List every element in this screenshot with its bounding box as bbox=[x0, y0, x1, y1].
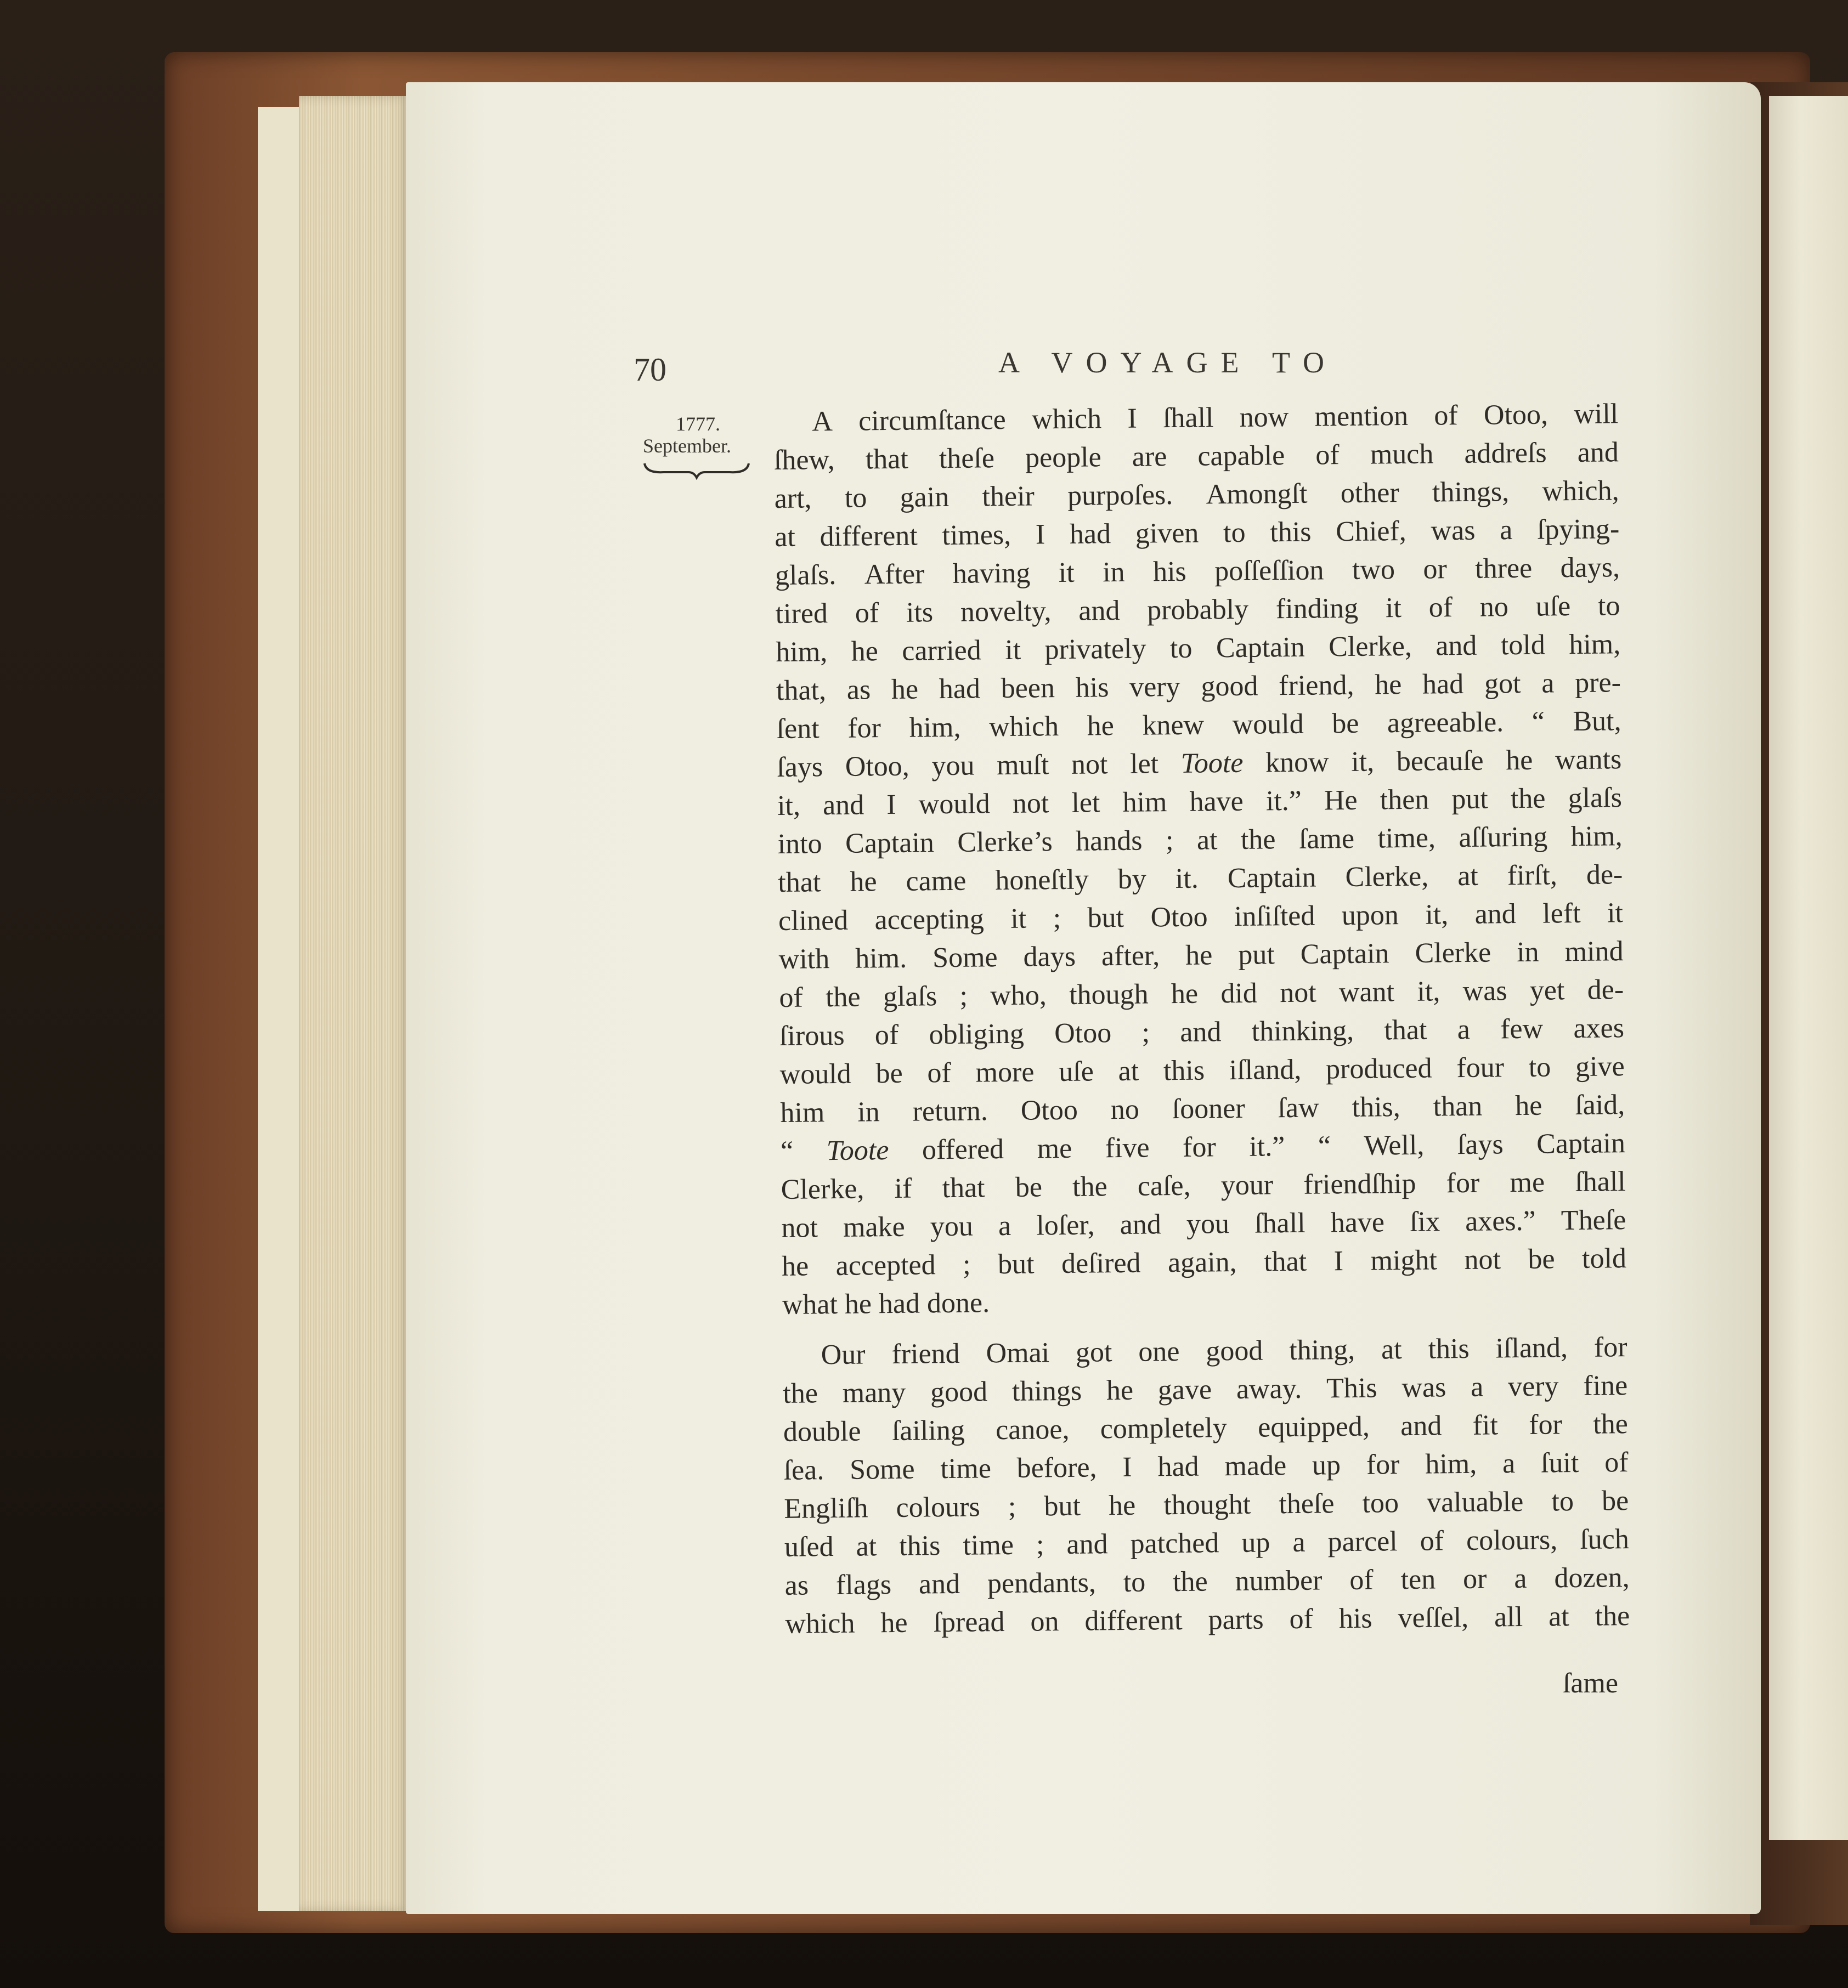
text-line: clined accepting it ; but Otoo inſiſted upon it, and left it bbox=[778, 897, 1624, 937]
text-line: him in return. Otoo no ſooner ſaw this, than he ſaid, bbox=[780, 1089, 1625, 1129]
text-line: that he came honeſtly by it. Captain Clerke, at firſt, de- bbox=[778, 859, 1623, 898]
text-line: it, and I would not let him have it.” He then put the glaſs bbox=[777, 782, 1623, 822]
text-line: double ſailing canoe, completely equipped, and fit for the bbox=[783, 1408, 1629, 1448]
page-stack-edges bbox=[299, 96, 409, 1911]
text-line: would be of more uſe at this iſland, produced four to give bbox=[779, 1051, 1625, 1090]
text-line: glaſs. After having it in his poſſeſſion two or three days, bbox=[775, 552, 1620, 591]
catchword: ſame bbox=[1562, 1668, 1618, 1699]
text-line: ſea. Some time before, I had made up for him, a ſuit of bbox=[783, 1447, 1629, 1486]
text-line: Our friend Omai got one good thing, at this iſland, for bbox=[821, 1332, 1627, 1371]
text-line: ſent for him, which he knew would be agreeable. “ But, bbox=[776, 705, 1621, 745]
text-line: he accepted ; but deſired again, that I might not be told bbox=[781, 1243, 1627, 1282]
text-line: that, as he had been his very good friend, he had got a pre- bbox=[776, 667, 1621, 706]
text-line: with him. Some days after, he put Captain Clerke in mind bbox=[778, 936, 1624, 975]
text-line: at different times, I had given to this Chief, was a ſpying- bbox=[775, 513, 1620, 553]
text-line: what he had done. bbox=[782, 1287, 990, 1321]
text-line: of the glaſs ; who, though he did not want it, was yet de- bbox=[779, 974, 1624, 1013]
running-head: A VOYAGE TO bbox=[998, 346, 1338, 379]
margin-brace-icon bbox=[642, 458, 751, 480]
text-line: as flags and pendants, to the number of ten or a dozen, bbox=[784, 1562, 1630, 1601]
body-text bbox=[773, 395, 1630, 1644]
text-line: which he ſpread on different parts of his veſſel, all at the bbox=[785, 1600, 1630, 1640]
text-line: tired of its novelty, and probably finding it of no uſe to bbox=[775, 590, 1620, 630]
text-line: Engliſh colours ; but he thought theſe too valuable to be bbox=[784, 1485, 1629, 1525]
text-line: art, to gain their purpoſes. Amongſt other things, which, bbox=[774, 475, 1619, 514]
page-number: 70 bbox=[634, 352, 666, 388]
text-line: uſed at this time ; and patched up a parcel of colours, ſuch bbox=[784, 1523, 1630, 1563]
text-line: A circumſtance which I ſhall now mention of Otoo, will bbox=[812, 398, 1619, 438]
margin-note-month: September. bbox=[643, 435, 731, 457]
catchword-line bbox=[773, 1664, 1618, 1703]
text-line: ſirous of obliging Otoo ; and thinking, that a few axes bbox=[779, 1012, 1625, 1052]
text-line: him, he carried it privately to Captain Clerke, and told him, bbox=[776, 628, 1621, 668]
text-line: into Captain Clerke’s hands ; at the ſame time, aſſuring him, bbox=[777, 820, 1623, 860]
text-line: not make you a loſer, and you ſhall have ſix axes.” Theſe bbox=[781, 1204, 1626, 1244]
text-line: the many good things he gave away. This was a very fine bbox=[783, 1370, 1628, 1409]
text-line: Clerke, if that be the caſe, your friendſhip for me ſhall bbox=[781, 1166, 1626, 1205]
margin-note-year: 1777. bbox=[676, 413, 720, 435]
text-line: ſays Otoo, you muſt not let Toote know it, becauſe he wants bbox=[777, 744, 1622, 783]
text-line: “ Toote offered me five for it.” “ Well, ſays Captain bbox=[780, 1128, 1626, 1167]
text-line: ſhew, that theſe people are capable of much addreſs and bbox=[773, 437, 1619, 476]
opposite-page-edge bbox=[1769, 96, 1848, 1840]
